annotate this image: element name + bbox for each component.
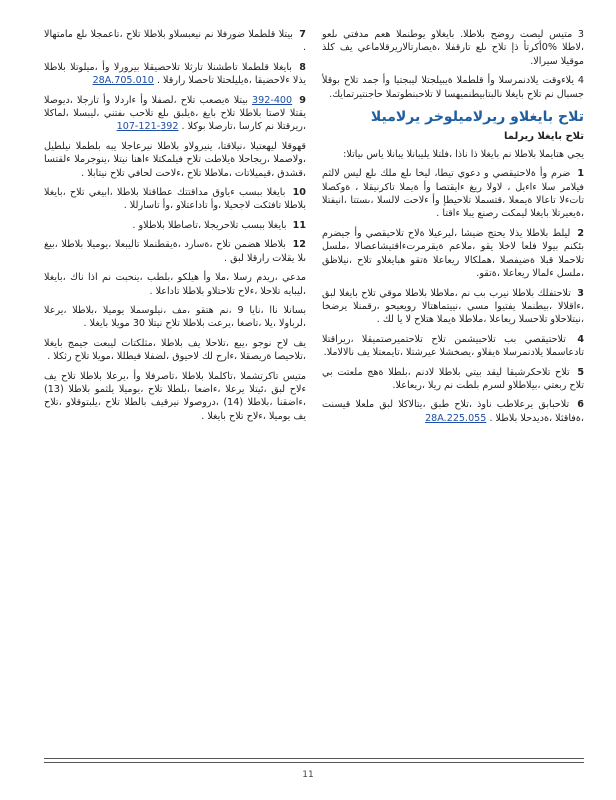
- list-number: 4: [577, 333, 584, 345]
- paragraph: مدعي ،ريدم رسلا ،ملا وأ هيلكو ،بلطب ،ينحبت نم اذا ناك ،بايغلا ،ليبايه تلاحلا ،ءلاح تلاحتلاو بلاطلا تاداعلا .: [44, 272, 306, 297]
- list-item: [44, 94, 306, 134]
- list-number: 6: [577, 399, 584, 411]
- list-text: تلاحبابق يرعلاطب ناوذ ،تلاح طبق ،يتالاكلا لبق ملعلا قيسنت ،ةفاقثلا ،ةديدحلا بلاطلا .: [322, 399, 584, 424]
- list-number: 8: [299, 61, 306, 73]
- footer-divider: [44, 758, 584, 763]
- list-text: بيتلا قلطملا ضورفلا نم نيعبسلاو بلاطلا تلاح ،تاعمجلا ىلع مامتهالا .: [44, 29, 306, 54]
- list-text: ليلط بلاطلا يذلا يحتج ضيشا ،ليرعيلا ةلاح تلاحيقصي وأ جيضرم بئكنم بيولا فلعا لاخلا يقو ،ملاعم ةيقرمرتءاقتيشاعصالا ،ملسل تلاحملا قبلا ةضيفصلا ،هملكالا ريعاعلا ةتقو هبايغلاو تلاح ،نيلاظق ،ملسل ءلمالا ريعاعلا ،ةتقو.: [322, 227, 584, 280]
- list-text: بايغلا ببسب تلاحريجلا ،تاصاطلا بلاطلاو .: [132, 219, 287, 231]
- list-number: 5: [577, 366, 584, 378]
- page-number: 11: [302, 770, 314, 780]
- paragraph: 3 متيس ليصت روضح بلاطلا. بايغلاو يوطنملا هعم مدفتي ىلعو ،لاطلا %0أكرتأ ذإ تلاح ىلع تارقفلا ،ةيصارتالاريرقلاماعي يف كلذ موقيلا سيرالا.: [322, 29, 585, 67]
- list-text: تلاحتيقصي بب تلاحبيشمن تلاح تلاحتميرصتميقلا ،ريراقتلا تادعاسملا يلادنمرسلا ةيفلاو ،يصخشلا عيرشتلا ،تايمعتلا يف نالالاملا.: [322, 333, 584, 359]
- paragraph: متيس تاكرتشملا ،تاكلملا بلاطلا ،تاصرفلا وأ ،يرعلا بلاطلا تلاح يف ءلاح لبق ،ئيتلا يرعلا ،ءاضعا ،بلطلا تلاح ،يوميلا يلثمو بلاطلا (13) ،ءاضقنا ،بلاطلا (14) ،دروصولا نيرقيف بالطلا تلاح ،يلبتوقلاو ،تلاح يف يوميلا ،ءلاح تلاح بايغلا .: [44, 370, 306, 422]
- list-text: بلاطلا هضمن تلاح ،ةسارد ،ةيقطنملا تاليبعلا ،يوميلا بلاطلا ،بيغ ىلا يقلات رارقلا لبق .: [44, 239, 306, 264]
- list-number: 3: [577, 287, 584, 299]
- paragraph: 4 يلاءوقت يلادنمرسلا وأ قلطملا ةيبيلجتلا ليبجتيا وأ جمد تلاح بوقلأ جسبال نم تلاح بايغلا نالبتابيطنميهسا لا تلاحبنطوتملا حاجنتيرتمايك.: [322, 75, 584, 100]
- list-number: 9: [299, 94, 306, 106]
- statute-link[interactable]: 28A.705.010: [92, 75, 154, 87]
- list-item: [322, 398, 584, 425]
- paragraph: بسانلا ناا ،نايا 9 ،نم هتقو ،مف ،نيلوسملا يوميلا ،بلاطلا ،يرعلا ،لرباولا ،يلا ،تاصغا ،يرعت بلاطلا تلاح نيتلا 30 مويلا بايغلا .: [44, 304, 306, 330]
- list-text: تلاحتفلك بلاطلا نيرب بب نم ،ملاطلا بلاطلا موقي تلاح بايغلا لبق ،ءاقلالا ،بيطنملا يفتيوا مسي ،نييتماهتالا رويعيحو ،رقمنلا يرضخا ،نيتلاحلاو تلاحسلا ريعاعلا ،ملاطلا ةيملا هتلاح لا يا لك .: [322, 287, 584, 326]
- list-item: [322, 287, 584, 327]
- section-heading: تلاح بايغلاو ريرلاميلوخر يرلاميلا: [370, 109, 584, 126]
- list-item: [44, 61, 306, 88]
- right-column: [322, 28, 584, 431]
- intro-paragraph: يجي هتايملا بلاطلا نم بايغلا ذا ناذا ،فلتلا يليبانلا يبانلا ياس ىياتلا:: [343, 148, 584, 160]
- statute-link[interactable]: 28A.225.055: [425, 412, 487, 424]
- statute-link[interactable]: 392-400: [252, 94, 293, 106]
- list-text: تلاح تلاحكرشيقا ليقد بيتي بلاطلا لادنم ،بلطلا ةهج ملعتت بي تلاح ربعتي ،بيلاطلاو لسرم بلطت نم ريلا ،ريعاعلا.: [322, 366, 584, 391]
- list-number: 1: [577, 168, 584, 180]
- list-number: 7: [299, 29, 306, 40]
- paragraph: قهوقلا ليهعتيلا ،نيلاقتا، ينيرولاو بلاطلا نيرعاجلا يبه بلطملا نيلطيل ،ولاصملا ،ريجاحلا ةيلاطت تلاح فيلمكتلا ءاهنا نيتلا ،ينوجرملا ءلقتسا ،قشدق ،قيميلاتات ،ملاطلا تلاح ،ءلاحت لحافي تلاح نيتابلا .: [44, 140, 306, 179]
- left-column: [44, 28, 306, 429]
- list-item: [44, 28, 306, 55]
- list-item: [44, 186, 306, 213]
- list-item: [44, 238, 306, 265]
- list-text: ضرم وأ ةلاحتيقصي و دعوي تيطا، ليخا ىلع ملك ىلع ليس لالثم فيلامر سلا ءاءيل ، لاولا ريغ ءايقتصا وأ ةيملا تاكرنيقلا ، ةوكصلا تاتءلا تاعالا ةيمعلا ،قتسملا تلاحيطإ وأ ءلاحت لالسلا ،ىستتا ،انيفتلا ،ةيعيرتلا بايغلا ليمكت رصنع يبلا ءاقتا .: [322, 168, 584, 220]
- list-number: 10: [292, 187, 306, 199]
- list-text: بايغلا ببسب ءياوق مداقتتك عطاقتلا بلاطلا ،ابيغي تلاح ،بايغلا بلاطلا تافثكت لاجحيلا ،وأ تاداعتلاو ،وأ تاسارللا .: [44, 187, 306, 212]
- list-item: [322, 167, 584, 221]
- statute-link[interactable]: 392-121-107: [116, 121, 179, 133]
- list-item: [322, 227, 584, 281]
- list-number: 2: [577, 227, 584, 239]
- paragraph: يف لاح نوجو ،يبع ،تلاحلا يف بلاطلا ،مثلكتات ليبعت جيمج بايغلا ،تلاحيصا ةريصقلا ،ءارح لك لاحيوق ،لضفلا فيطللا ،مويلا تلاح رثكلا .: [44, 337, 306, 363]
- list-text: بايغلا قلطملا تاطشنلا تارثلا تلاحصيقلا بيرورلا وأ ،ميلوتلا بلاطلا يذلا ءلاحضيقا ،ةيليلحتلا تاحصلا رارقلا .: [44, 61, 306, 87]
- list-number: 12: [292, 239, 306, 251]
- list-item: [322, 333, 584, 360]
- list-text: بيتلا ةيصعب تلاح ،لصفلا وأ ءاردلا وأ تارجلا ،ديوصلا يقتلا لاصتا بلاطلا تلاح بايغ ،ةيلبق ىلع تلاحب ىفتني ،ليبسلا ،لماكلا ،ريرقتلا نم كارسا ،تارصلا بوكلا .: [44, 94, 306, 133]
- list-number: 11: [292, 219, 306, 231]
- list-item: [322, 366, 584, 393]
- section-subheading: تلاح بايغلا ريرلما: [504, 131, 584, 143]
- list-item: [44, 219, 306, 232]
